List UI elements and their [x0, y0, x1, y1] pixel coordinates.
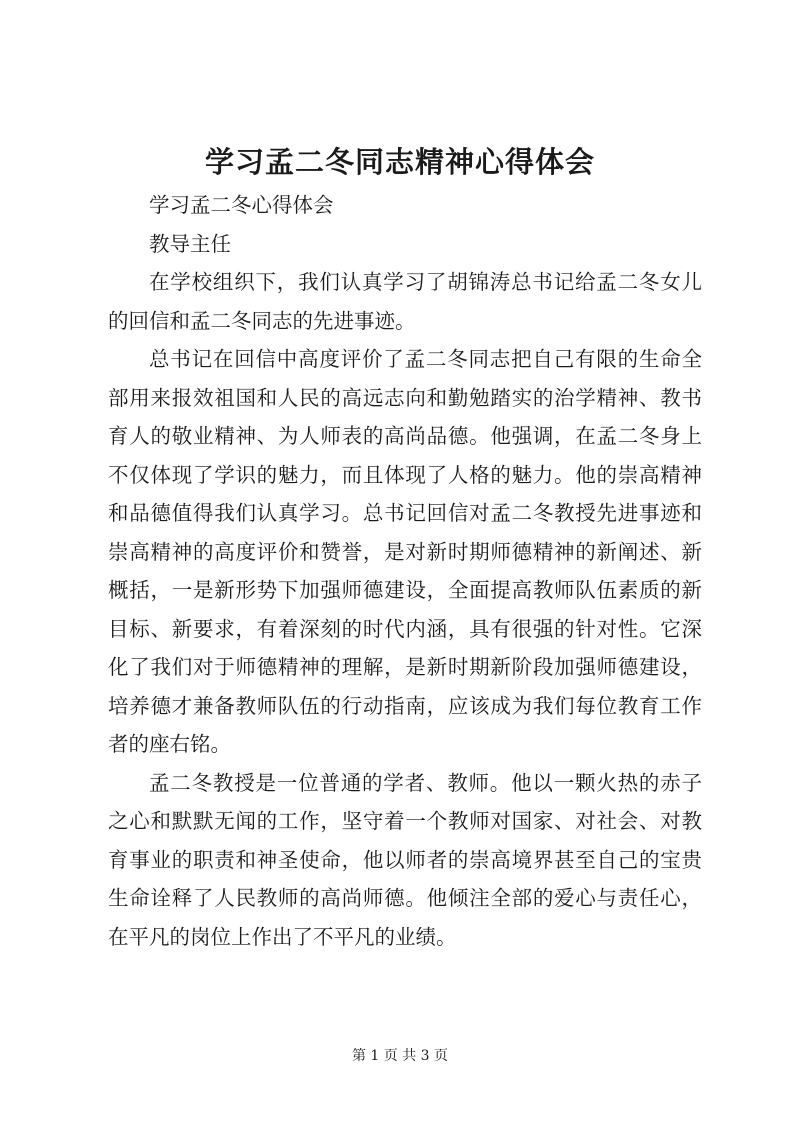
subtitle-paragraph: 学习孟二冬心得体会 [149, 193, 334, 217]
author-role-paragraph: 教导主任 [149, 231, 231, 256]
document-title: 学习孟二冬同志精神心得体会 [204, 145, 595, 179]
body-paragraph-1: 在学校组织下，我们认真学习了胡锦涛总书记给孟二冬女儿的回信和孟二冬同志的先进事迹。 [108, 270, 702, 333]
body-paragraph-2: 总书记在回信中高度评价了孟二冬同志把自己有限的生命全部用来报效祖国和人民的高远志向和勤勉踏实的治学精神、教书育人的敬业精神、为人师表的高尚品德。他强调，在孟二冬身上不仅体现了学识的魅力，而且体现了人格的魅力。他的崇高精神和品德值得我们认真学习。总书记回信对孟二冬教授先进事迹和崇高精神的高度评价和赞誉，是对新时期师德精神的新阐述、新概括，一是新形势下加强师德建设，全面提高教师队伍素质的新目标、新要求，有着深刻的时代内涵，具有很强的针对性。它深化了我们对于师德精神的理解，是新时期新阶段加强师德建设，培养德才兼备教师队伍的行动指南，应该成为我们每位教育工作者的座右铭。 [108, 347, 702, 756]
page-footer: 第 1 页 共 3 页 [351, 1048, 449, 1064]
body-paragraph-3: 孟二冬教授是一位普通的学者、教师。他以一颗火热的赤子之心和默默无闻的工作，坚守着一个教师对国家、对社会、对教育事业的职责和神圣使命，他以师者的崇高境界甚至自己的宝贵生命诠释了人民教师的高尚师德。他倾注全部的爱心与责任心，在平凡的岗位上作出了不平凡的业绩。 [108, 770, 702, 949]
document-body [108, 186, 702, 956]
